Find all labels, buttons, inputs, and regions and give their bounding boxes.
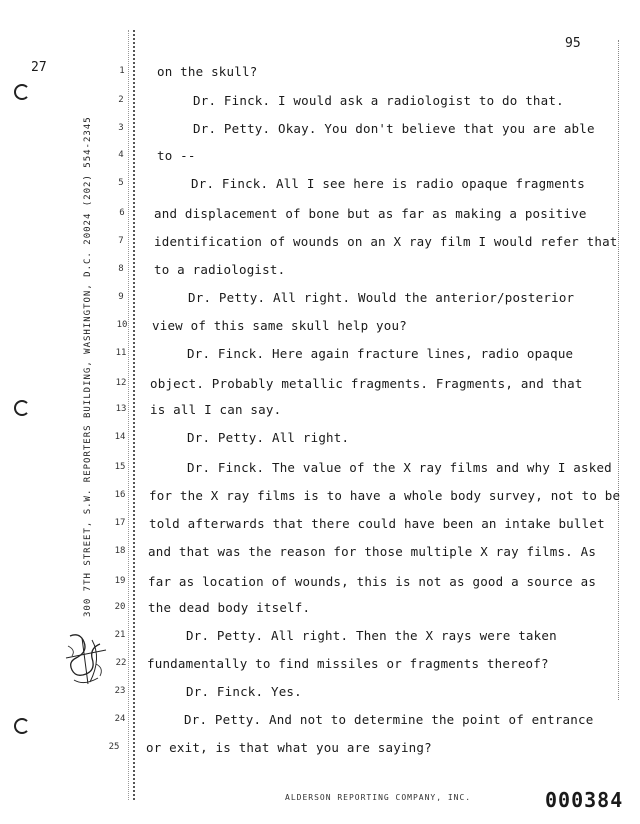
line-number: 18: [114, 546, 126, 556]
handwritten-initials: [62, 628, 110, 690]
transcript-line: or exit, is that what you are saying?: [146, 740, 432, 755]
document-number-stamp: 000384: [545, 788, 624, 812]
reporter-address-stamp: 300 7TH STREET, S.W. REPORTERS BUILDING, WASHINGTON, D.C. 20024 (202) 554-2345: [83, 116, 93, 617]
line-number: 9: [118, 292, 124, 302]
line-number: 8: [118, 264, 124, 274]
line-number: 6: [119, 208, 125, 218]
line-number: 13: [115, 404, 127, 414]
line-number: 2: [118, 95, 124, 105]
transcript-line: Dr. Finck. The value of the X ray films and why I asked: [187, 460, 612, 475]
line-number: 14: [114, 432, 126, 442]
line-number: 15: [114, 462, 126, 472]
transcript-line: Dr. Petty. And not to determine the point of entrance: [184, 712, 594, 727]
line-number: 7: [118, 236, 124, 246]
punch-hole: [14, 400, 30, 416]
transcript-line: Dr. Finck. I would ask a radiologist to do that.: [193, 93, 564, 108]
transcript-line: fundamentally to find missiles or fragments thereof?: [147, 656, 549, 671]
transcript-line: Dr. Petty. All right.: [187, 430, 350, 445]
transcript-line: view of this same skull help you?: [152, 318, 407, 333]
transcript-line: far as location of wounds, this is not as good a source as: [148, 574, 597, 589]
transcript-line: identification of wounds on an X ray film I would refer that: [154, 234, 618, 249]
line-number: 10: [116, 320, 128, 330]
line-number: 11: [115, 348, 127, 358]
line-number: 4: [118, 150, 124, 160]
line-number: 21: [114, 630, 126, 640]
transcript-line: and displacement of bone but as far as making a positive: [154, 206, 587, 221]
transcript-line: Dr. Petty. All right. Then the X rays were taken: [186, 628, 557, 643]
transcript-line: Dr. Finck. Here again fracture lines, radio opaque: [187, 346, 574, 361]
transcript-line: Dr. Finck. All I see here is radio opaque fragments: [191, 176, 586, 191]
page-number: 95: [565, 36, 581, 51]
transcript-line: and that was the reason for those multiple X ray films. As: [148, 544, 597, 559]
line-number: 12: [115, 378, 127, 388]
right-margin-rule: [618, 40, 619, 700]
transcript-line: to a radiologist.: [154, 262, 286, 277]
left-margin-number: 27: [31, 60, 47, 75]
transcript-line: told afterwards that there could have been an intake bullet: [149, 516, 605, 531]
line-number: 1: [119, 66, 125, 76]
transcript-line: the dead body itself.: [148, 600, 311, 615]
line-number: 20: [114, 602, 126, 612]
transcript-line: Dr. Petty. Okay. You don't believe that you are able: [193, 121, 595, 136]
transcript-line: for the X ray films is to have a whole body survey, not to be: [149, 488, 621, 503]
punch-hole: [14, 718, 30, 734]
line-number: 23: [114, 686, 126, 696]
transcript-line: object. Probably metallic fragments. Fragments, and that: [150, 376, 583, 391]
line-number: 5: [118, 178, 124, 188]
footer-company: ALDERSON REPORTING COMPANY, INC.: [285, 793, 472, 802]
line-number: 3: [118, 123, 124, 133]
margin-rule: [128, 30, 129, 800]
transcript-line: to --: [157, 148, 196, 163]
line-number: 22: [115, 658, 127, 668]
line-number: 19: [114, 576, 126, 586]
line-number: 16: [114, 490, 126, 500]
line-number: 25: [108, 742, 120, 752]
transcript-line: is all I can say.: [150, 402, 282, 417]
transcript-line: Dr. Finck. Yes.: [186, 684, 302, 699]
transcript-line: Dr. Petty. All right. Would the anterior/posterior: [188, 290, 575, 305]
line-number: 24: [114, 714, 126, 724]
line-number: 17: [114, 518, 126, 528]
transcript-line: on the skull?: [157, 64, 258, 79]
punch-hole: [14, 84, 30, 100]
margin-rule: [133, 30, 135, 800]
